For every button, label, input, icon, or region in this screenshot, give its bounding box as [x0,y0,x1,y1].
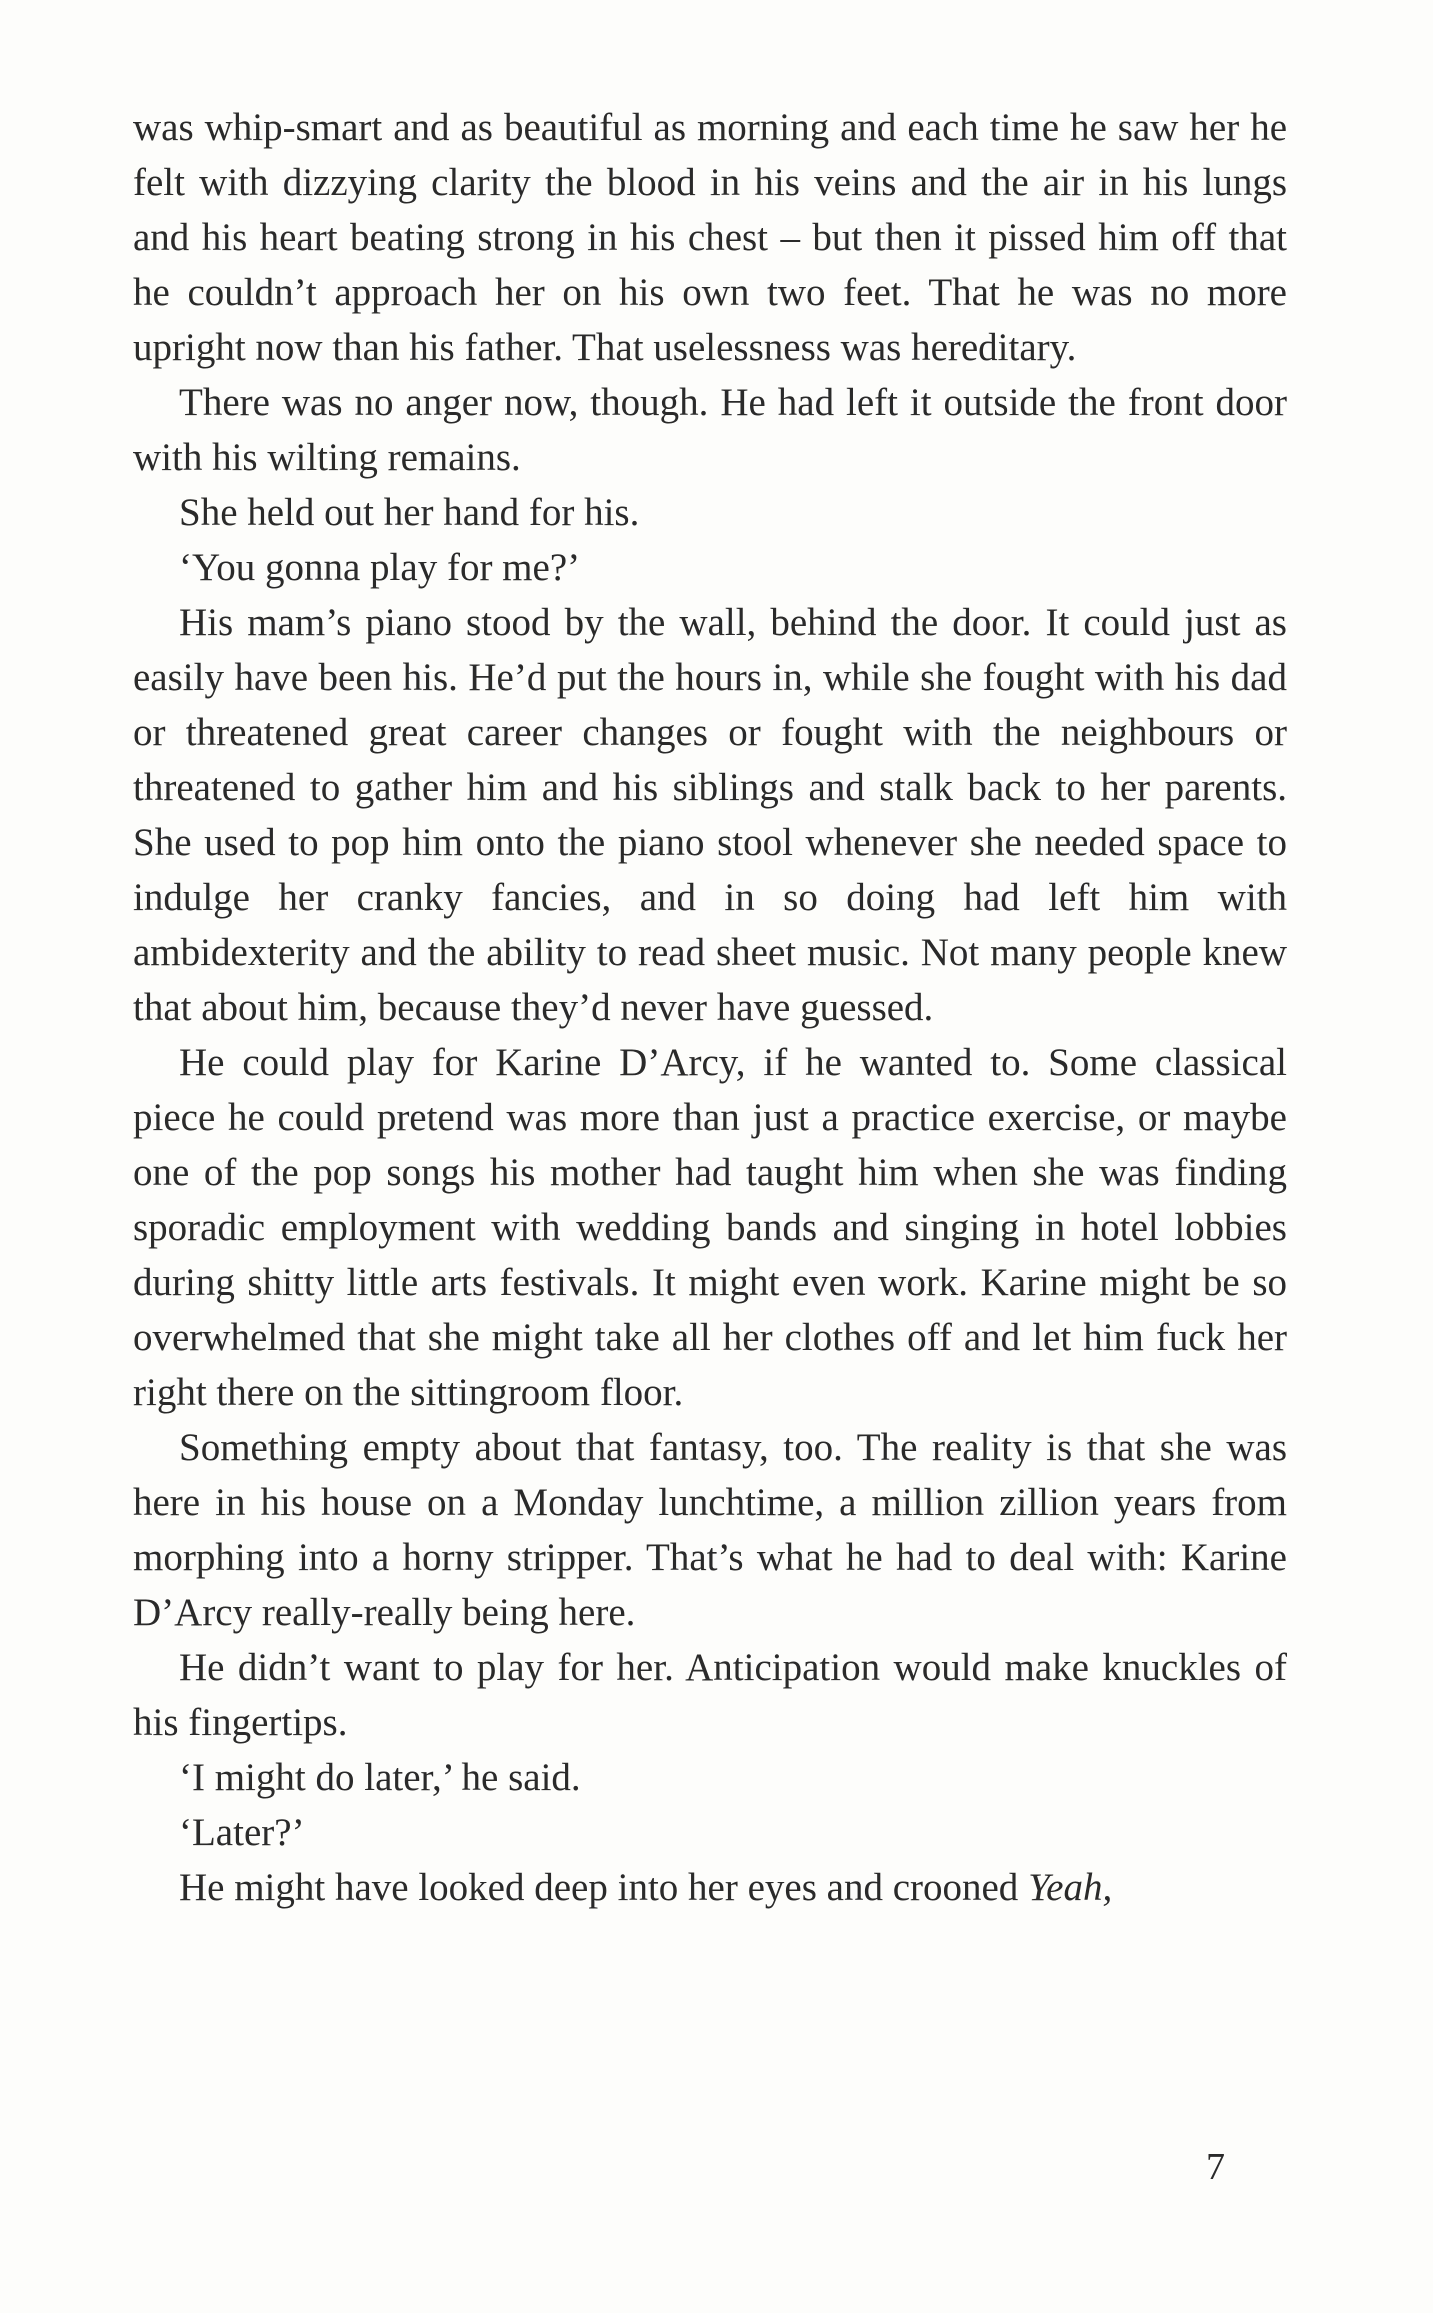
paragraph: He didn’t want to play for her. Anticipation would make knuckles of his fingertips. [133,1646,1287,1744]
paragraph: His mam’s piano stood by the wall, behind the door. It could just as easily have been his. He’d put the hours in, while she fought with his dad or threatened great career changes or fought with the neighbours or threatened to gather him and his siblings and stalk back to her parents. She used to pop him onto the piano stool whenever she needed space to indulge her cranky fancies, and in so doing had left him with ambidexterity and the ability to read sheet music. Not many people knew that about him, because they’d never have guessed. [133,601,1287,1029]
paragraph: Something empty about that fantasy, too. The reality is that she was here in his house on a Monday lunchtime, a million zillion years from morphing into a horny stripper. That’s what he had to deal with: Karine D’Arcy really-really being here. [133,1426,1287,1634]
page-number: 7 [1206,2146,1225,2188]
paragraph: ‘You gonna play for me?’ [179,546,581,589]
paragraph: She held out her hand for his. [179,491,640,534]
paragraph-last [133,1860,1287,1915]
paragraph: There was no anger now, though. He had left it outside the front door with his wilting remains. [133,381,1287,479]
paragraph-last-text: He might have looked deep into her eyes and crooned [179,1866,1029,1909]
paragraph: was whip-smart and as beautiful as morning and each time he saw her he felt with dizzying clarity the blood in his veins and the air in his lungs and his heart beating strong in his chest – but then it pissed him off that he couldn’t approach her on his own two feet. That he was no more upright now than his father. That uselessness was hereditary. [133,106,1287,369]
body-text [133,100,1287,1915]
paragraph: ‘I might do later,’ he said. [179,1756,581,1799]
paragraph: ‘Later?’ [179,1811,305,1854]
paragraph-last-italic: Yeah, [1028,1866,1113,1909]
paragraph: He could play for Karine D’Arcy, if he wanted to. Some classical piece he could pretend was more than just a practice exercise, or maybe one of the pop songs his mother had taught him when she was finding sporadic employment with wedding bands and singing in hotel lobbies during shitty little arts festivals. It might even work. Karine might be so overwhelmed that she might take all her clothes off and let him fuck her right there on the sittingroom floor. [133,1041,1287,1414]
